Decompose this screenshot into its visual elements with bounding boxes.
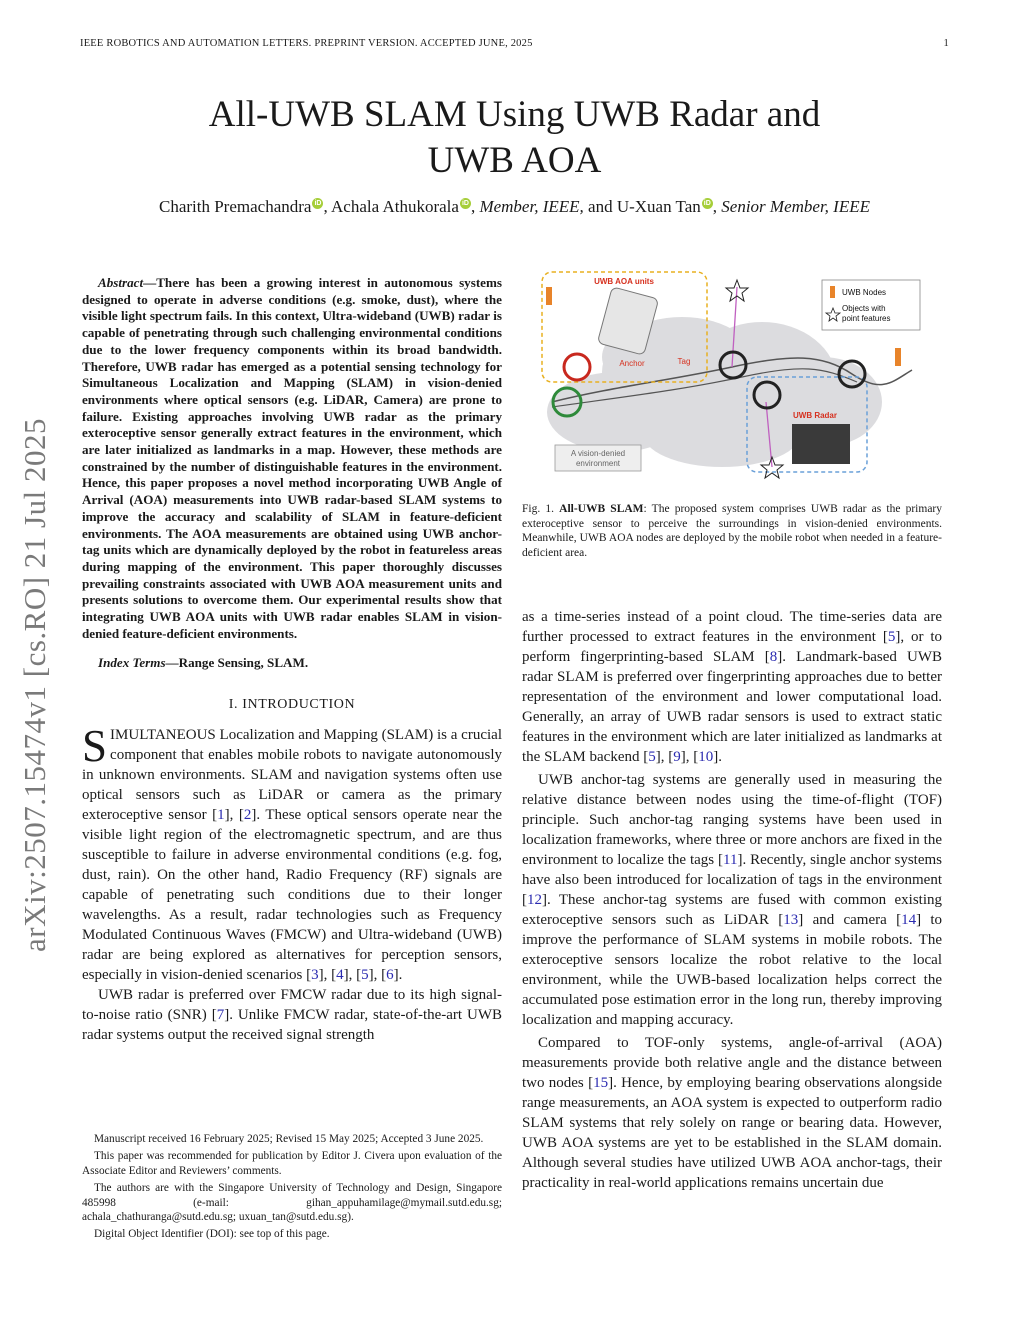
caption-prefix: Fig. 1. — [522, 503, 560, 515]
right-column — [522, 607, 942, 1193]
text-run: . Unlike FMCW radar, state-of-the-art UWB radar systems output the received signal strength — [82, 1007, 503, 1044]
citation-link[interactable]: 9 — [673, 749, 681, 765]
text-run: IMULTANEOUS Localization and Mapping (SLAM) is a crucial component that enables mobile robots to navigate autonomously in unknown environments. SLAM and navigation systems often use optical sensors such as LiDAR or camera as the primary exteroceptive sensor — [82, 727, 502, 824]
citation-link[interactable]: 5 — [648, 749, 656, 765]
text-run: . Hence, by employing bearing observations alongside range measurements, an AOA system is expected to outperform radio SLAM systems that rely solely on range or bearing data. However, UWB AOA systems are yet to be established in the SLAM domain. Although several studies have utilized UWB AOA anchor-tags, their practicality in real-world applications remains uncertain due — [522, 1075, 942, 1191]
citation-link[interactable]: 12 — [527, 892, 542, 908]
anchor-label: Anchor — [619, 359, 645, 368]
citation-link[interactable]: 7 — [216, 1007, 225, 1024]
author-1: Charith Premachandra — [158, 197, 312, 216]
figure-1-illustration — [522, 262, 942, 494]
author-3-role: Senior Member, IEEE — [721, 197, 870, 216]
arxiv-stamp — [5, 380, 65, 990]
abstract — [82, 275, 502, 642]
citation-link[interactable]: 4 — [336, 967, 344, 984]
legend-uwb-nodes: UWB Nodes — [842, 288, 887, 297]
running-title: IEEE ROBOTICS AND AUTOMATION LETTERS. PREPRINT VERSION. ACCEPTED JUNE, 2025 — [80, 38, 533, 49]
author-list: Charith Premachandra iD , Achala Athukorala iD , Member, IEEE, and U-Xuan Tan iD , Senior Member, IEEE — [158, 197, 870, 216]
text-run: , or to perform fingerprinting-based SLAM — [522, 629, 943, 665]
footnote-doi: Digital Object Identifier (DOI): see top of this page. — [94, 1228, 330, 1241]
aoa-units-label: UWB AOA units — [594, 277, 654, 286]
page-number: 1 — [943, 38, 949, 49]
legend-node-swatch — [830, 286, 835, 298]
abstract-label: Abstract — [98, 275, 144, 290]
footnote-editor: This paper was recommended for publication by Editor J. Civera upon evaluation of the Associate Editor and Reviewers’ comments. — [82, 1150, 502, 1177]
citation-link[interactable]: 14 — [901, 912, 917, 928]
legend-objects-line1: Objects with — [842, 304, 886, 313]
footnotes — [82, 1132, 502, 1245]
text-run: and camera — [803, 912, 897, 928]
intro-paragraph-1: SIMULTANEOUS Localization and Mapping (SLAM) is a crucial component that enables mobile robots to navigate autonomously in unknown environments. SLAM and navigation systems often use optical sensors such as LiDAR or camera as the primary exteroceptive sensor [1], [2]. These optical sensors operate near the visible light region of the electromagnetic spectrum, and are thus susceptible to failure in adverse environmental conditions (e.g. fog, dust, rain). On the other hand, Radio Frequency (RF) signals are capable of penetrating such conditions due to their longer wavelengths. As a result, radar technologies such as Frequency Modulated Continuous Waves (FMCW) and Ultra-wideband (UWB) radar are being explored as alternatives for perception sensors, especially in vision-denied scenarios [3], [4], [5], [6]. — [82, 721, 502, 984]
index-terms — [82, 653, 502, 673]
abstract-text: —There has been a growing interest in autonomous systems designed to operate in adverse conditions (e.g. smoke, dust), where the visible light spectrum fails. In this context, Ultra-wideband (UWB) radar is capable of penetrating through such challenging environmental conditions due to the lower frequency components within its broad bandwidth. Therefore, UWB radar has emerged as a potential sensing technology for Simultaneous Localization and Mapping (SLAM) in vision-denied environments where optical sensors (e.g. LiDAR, Camera) are prone to failure. Existing approaches involving UWB radar as the primary exteroceptive sensor generally extract features in the environment, which are later initialized as landmarks in a map. However, these methods are constrained by the number of distinguishable features in the environment. Hence, this paper proposes a novel method incorporating UWB Angle of Arrival (AOA) measurements into UWB radar-based SLAM systems to improve the accuracy and scalability of SLAM in feature-deficient environments. The AOA measurements are obtained using UWB anchor-tag units which are dynamically deployed by the robot in featureless areas during mapping of the environment. This paper thoroughly discusses prevailing constraints associated with UWB AOA measurement units and presents solutions to overcome them. Our experimental results show that integrating UWB AOA units with UWB radar enables SLAM in vision-denied feature-deficient environments. — [82, 275, 502, 641]
text-run: as a time-series instead of a point cloud. The time-series data are further processed to extract features in the environment — [522, 609, 942, 645]
caption-text: : The proposed system comprises UWB radar as the primary exteroceptive sensor to perceive the surroundings in vision-denied environments. Meanwhile, UWB AOA nodes are deployed by the mobile robot when needed in a feature-deficient area. — [522, 503, 942, 559]
section-heading-introduction: I. INTRODUCTION — [228, 697, 356, 713]
citation-link[interactable]: 3 — [311, 967, 319, 984]
legend-objects-line2: point features — [842, 314, 891, 323]
vision-denied-line1: A vision-denied — [570, 449, 626, 458]
figure-caption — [522, 502, 942, 560]
text-run: UWB radar is preferred over FMCW radar due to its high signal-to-noise ratio (SNR) — [82, 987, 502, 1024]
citation-link[interactable]: 11 — [723, 852, 738, 868]
text-run: . Landmark-based UWB radar SLAM is preferred over fingerprinting approaches due to better representation of the environment and lower computational load. Generally, an array of UWB radar sensors is used to extract static features in the environment which are later initialized as landmarks at the SLAM backend — [522, 649, 942, 765]
footnote-affiliation: The authors are with the Singapore University of Technology and Design, Singapore 485998 (e-mail: gihan_appuhamilage@mymail.sutd.edu.sg; achala_chathuranga@sutd.edu.sg; uxuan_tan@sutd.edu.sg). — [82, 1182, 502, 1224]
index-terms-label: Index Terms — [98, 655, 166, 671]
citation-link[interactable]: 10 — [698, 749, 714, 765]
running-header — [80, 38, 949, 54]
robot-icon-red — [564, 354, 590, 380]
arxiv-stamp-text[interactable]: arXiv:2507.15474v1 [cs.RO] 21 Jul 2025 — [17, 418, 52, 952]
intro-paragraph-2: UWB radar is preferred over FMCW radar due to its high signal-to-noise ratio (SNR) [7]. Unlike FMCW radar, state-of-the-art UWB radar systems output the received signal strength — [82, 987, 503, 1044]
citation-link[interactable]: 1 — [217, 807, 225, 824]
text-run: . These optical sensors operate near the visible light region of the electromagnetic spectrum, and are thus susceptible to failure in adverse environmental conditions (e.g. fog, dust, rain). On the other hand, Radio Frequency (RF) signals are capable of penetrating such conditions due to their longer wavelengths. As a result, radar technologies such as Frequency Modulated Continuous Waves (FMCW) and Ultra-wideband (UWB) radar are being explored as alternatives for perception sensors, especially in vision-denied scenarios — [82, 807, 502, 984]
drop-cap: S — [82, 721, 108, 772]
paper-title — [80, 92, 949, 184]
citation-link[interactable]: 13 — [783, 912, 799, 928]
tag-label: Tag — [677, 357, 691, 366]
intro-paragraph-3: UWB anchor-tag systems are generally used in measuring the relative distance between nodes using the time-of-flight (TOF) principle. Such anchor-tag ranging systems have been used in localization frameworks, where three or more anchors are fixed in the environment to localize the tags [11]. Recently, single anchor systems have also been introduced for localization of tags in the environment [12]. These anchor-tag systems are fused with common existing exteroceptive sensors such as LiDAR [13] and camera [14] to improve the performance of SLAM systems in mobile robots. The exteroceptive sensors localize the robot relative to the local environment, while the UWB-based localization helps correct the accumulated pose estimation error in the long run, thereby improving localization and mapping accuracy. — [522, 772, 943, 1028]
citation-link[interactable]: 5 — [887, 629, 896, 645]
citation-link[interactable]: 2 — [243, 807, 252, 824]
author-and: and — [588, 197, 613, 216]
author-2: Achala Athukorala — [331, 197, 459, 216]
uwb-radar-label: UWB Radar — [792, 411, 838, 420]
orcid-icon[interactable]: iD — [461, 200, 469, 208]
index-terms-text: —Range Sensing, SLAM. — [165, 655, 309, 671]
left-column — [82, 275, 502, 1045]
citation-link[interactable]: 5 — [361, 967, 369, 984]
text-run: Compared to TOF-only systems, angle-of-arrival (AOA) measurements provide both relative angle and the distance between two nodes — [522, 1035, 942, 1091]
citation-link[interactable]: 8 — [769, 649, 778, 665]
intro-paragraph-4: Compared to TOF-only systems, angle-of-arrival (AOA) measurements provide both relative angle and the distance between two nodes [15]. Hence, by employing bearing observations alongside range measurements, an AOA system is expected to outperform radio SLAM systems that rely solely on range or bearing data. However, UWB AOA systems are yet to be established in the SLAM domain. Although several studies have utilized UWB AOA anchor-tags, their practicality in real-world applications remains uncertain due — [522, 1035, 942, 1191]
footnote-manuscript: Manuscript received 16 February 2025; Revised 15 May 2025; Accepted 3 June 2025. — [94, 1133, 484, 1145]
author-3: U-Xuan Tan — [616, 197, 701, 216]
figure-1 — [522, 262, 942, 494]
text-run: to improve the performance of SLAM systems in mobile robots. The exteroceptive sensors localize the robot relative to the local environment, while the UWB-based localization helps correct the accumulated pose estimation error in the long run, thereby improving localization and mapping accuracy. — [522, 912, 942, 1028]
orcid-icon[interactable]: iD — [314, 200, 322, 208]
intro-paragraph-2-continued: as a time-series instead of a point cloud. The time-series data are further processed to extract features in the environment [5], or to perform fingerprinting-based SLAM [8]. Landmark-based UWB radar SLAM is preferred over fingerprinting approaches due to better representation of the environment and lower computational load. Generally, an array of UWB radar sensors is used to extract static features in the environment which are later initialized as landmarks at the SLAM backend [5], [9], [10]. — [522, 609, 943, 765]
orcid-icon[interactable]: iD — [703, 200, 711, 208]
text-run: . Recently, single anchor systems have also been introduced for localization of tags in the environment — [522, 852, 943, 888]
text-run: . These anchor-tag systems are fused with common existing exteroceptive sensors such as LiDAR — [522, 892, 942, 928]
radar-device — [792, 424, 850, 464]
title-line-1: All-UWB SLAM Using UWB Radar and — [208, 94, 821, 135]
caption-bold: All-UWB SLAM — [559, 503, 644, 515]
citation-link[interactable]: 15 — [593, 1075, 609, 1091]
text-run: UWB anchor-tag systems are generally used in measuring the relative distance between nodes using the time-of-flight (TOF) principle. Such anchor-tag ranging systems have been used in localization frameworks, where three or more anchors are fixed in the environment to localize the tags — [522, 772, 942, 868]
author-2-role: Member, IEEE, — [479, 197, 584, 216]
vision-denied-line2: environment — [575, 459, 621, 468]
title-line-2: UWB AOA — [427, 140, 602, 181]
citation-link[interactable]: 6 — [386, 967, 394, 984]
